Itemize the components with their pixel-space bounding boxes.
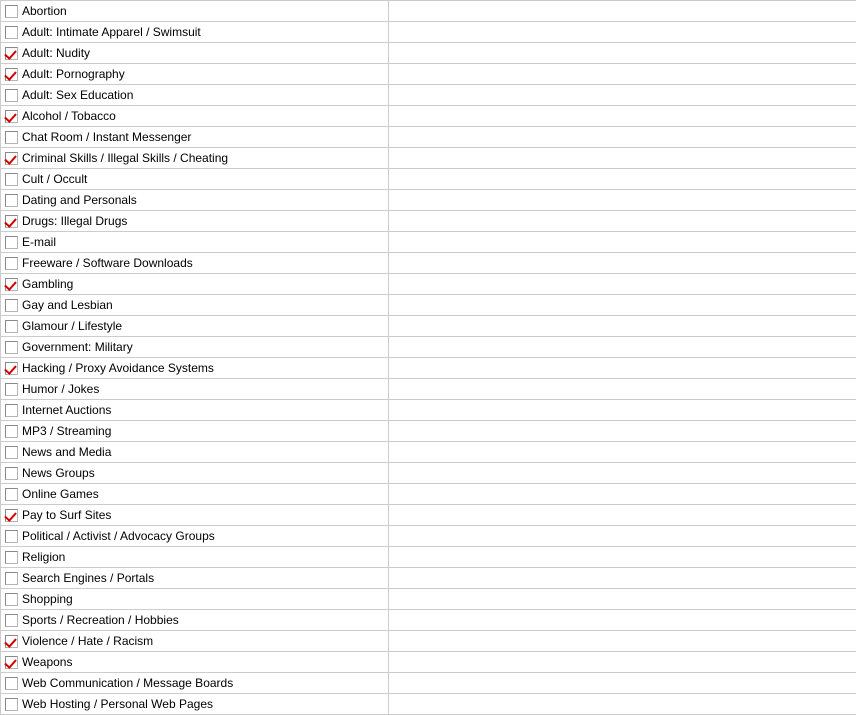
category-value-cell: [389, 400, 856, 421]
checkbox-unchecked-icon[interactable]: [5, 572, 18, 585]
checkbox-checked-icon[interactable]: [5, 362, 18, 375]
table-row: [1, 43, 856, 64]
checkbox-unchecked-icon[interactable]: [5, 488, 18, 501]
category-label: Pay to Surf Sites: [22, 508, 111, 522]
table-row: [1, 652, 856, 673]
category-cell: [1, 631, 389, 652]
checkbox-unchecked-icon[interactable]: [5, 257, 18, 270]
category-cell: [1, 652, 389, 673]
category-label: Religion: [22, 550, 65, 564]
category-cell: [1, 1, 389, 22]
checkbox-checked-icon[interactable]: [5, 110, 18, 123]
checkbox-unchecked-icon[interactable]: [5, 425, 18, 438]
checkbox-unchecked-icon[interactable]: [5, 677, 18, 690]
category-cell: [1, 64, 389, 85]
category-label: News Groups: [22, 466, 95, 480]
category-cell: [1, 22, 389, 43]
category-cell: [1, 169, 389, 190]
checkbox-unchecked-icon[interactable]: [5, 698, 18, 711]
category-label: Adult: Nudity: [22, 46, 90, 60]
category-value-cell: [389, 127, 856, 148]
checkbox-unchecked-icon[interactable]: [5, 551, 18, 564]
category-label: Internet Auctions: [22, 403, 111, 417]
category-value-cell: [389, 442, 856, 463]
category-label: Web Communication / Message Boards: [22, 676, 233, 690]
category-label: Alcohol / Tobacco: [22, 109, 116, 123]
category-cell: [1, 316, 389, 337]
category-value-cell: [389, 169, 856, 190]
category-label: MP3 / Streaming: [22, 424, 111, 438]
checkbox-checked-icon[interactable]: [5, 635, 18, 648]
table-row: [1, 421, 856, 442]
category-value-cell: [389, 673, 856, 694]
table-row: [1, 148, 856, 169]
table-row: [1, 442, 856, 463]
category-value-cell: [389, 22, 856, 43]
category-label: Adult: Intimate Apparel / Swimsuit: [22, 25, 201, 39]
category-cell: [1, 274, 389, 295]
category-value-cell: [389, 505, 856, 526]
category-label: Abortion: [22, 4, 67, 18]
category-cell: [1, 589, 389, 610]
category-value-cell: [389, 274, 856, 295]
category-value-cell: [389, 526, 856, 547]
category-cell: [1, 295, 389, 316]
table-row: [1, 316, 856, 337]
category-label: Violence / Hate / Racism: [22, 634, 153, 648]
checkbox-checked-icon[interactable]: [5, 509, 18, 522]
table-row: [1, 22, 856, 43]
category-cell: [1, 505, 389, 526]
category-value-cell: [389, 85, 856, 106]
category-label: Adult: Sex Education: [22, 88, 133, 102]
category-cell: [1, 106, 389, 127]
category-cell: [1, 694, 389, 715]
category-label: Sports / Recreation / Hobbies: [22, 613, 179, 627]
category-label: Cult / Occult: [22, 172, 87, 186]
category-label: Hacking / Proxy Avoidance Systems: [22, 361, 214, 375]
checkbox-unchecked-icon[interactable]: [5, 320, 18, 333]
checkbox-unchecked-icon[interactable]: [5, 26, 18, 39]
table-row: [1, 85, 856, 106]
checkbox-unchecked-icon[interactable]: [5, 236, 18, 249]
table-row: [1, 358, 856, 379]
category-label: Dating and Personals: [22, 193, 137, 207]
category-cell: [1, 673, 389, 694]
table-row: [1, 694, 856, 715]
category-value-cell: [389, 148, 856, 169]
category-value-cell: [389, 379, 856, 400]
category-value-cell: [389, 316, 856, 337]
table-row: [1, 547, 856, 568]
category-label: News and Media: [22, 445, 111, 459]
category-value-cell: [389, 694, 856, 715]
checkbox-checked-icon[interactable]: [5, 68, 18, 81]
checkbox-unchecked-icon[interactable]: [5, 404, 18, 417]
category-value-cell: [389, 547, 856, 568]
category-value-cell: [389, 337, 856, 358]
category-value-cell: [389, 358, 856, 379]
category-value-cell: [389, 484, 856, 505]
category-label: Government: Military: [22, 340, 133, 354]
category-cell: [1, 190, 389, 211]
category-cell: [1, 610, 389, 631]
category-value-cell: [389, 43, 856, 64]
category-label: Gay and Lesbian: [22, 298, 113, 312]
category-label: Online Games: [22, 487, 99, 501]
category-value-cell: [389, 232, 856, 253]
category-cell: [1, 379, 389, 400]
table-row: [1, 568, 856, 589]
category-value-cell: [389, 568, 856, 589]
category-label: Humor / Jokes: [22, 382, 99, 396]
checkbox-unchecked-icon[interactable]: [5, 131, 18, 144]
category-cell: [1, 127, 389, 148]
category-value-cell: [389, 610, 856, 631]
category-label: Chat Room / Instant Messenger: [22, 130, 191, 144]
table-row: [1, 400, 856, 421]
table-row: [1, 190, 856, 211]
table-row: [1, 274, 856, 295]
checkbox-checked-icon[interactable]: [5, 278, 18, 291]
category-cell: [1, 484, 389, 505]
checkbox-checked-icon[interactable]: [5, 215, 18, 228]
category-cell: [1, 526, 389, 547]
table-row: [1, 232, 856, 253]
category-label: Freeware / Software Downloads: [22, 256, 193, 270]
checkbox-unchecked-icon[interactable]: [5, 89, 18, 102]
category-value-cell: [389, 421, 856, 442]
table-row: [1, 127, 856, 148]
category-value-cell: [389, 652, 856, 673]
category-label: Glamour / Lifestyle: [22, 319, 122, 333]
table-row: [1, 295, 856, 316]
category-cell: [1, 211, 389, 232]
category-value-cell: [389, 211, 856, 232]
checkbox-unchecked-icon[interactable]: [5, 446, 18, 459]
category-label: Drugs: Illegal Drugs: [22, 214, 127, 228]
table-row: [1, 589, 856, 610]
category-label: Gambling: [22, 277, 73, 291]
category-cell: [1, 253, 389, 274]
table-row: [1, 673, 856, 694]
category-cell: [1, 232, 389, 253]
category-cell: [1, 442, 389, 463]
category-value-cell: [389, 106, 856, 127]
category-value-cell: [389, 463, 856, 484]
table-row: [1, 169, 856, 190]
table-row: [1, 463, 856, 484]
category-label: Shopping: [22, 592, 73, 606]
checkbox-unchecked-icon[interactable]: [5, 383, 18, 396]
category-cell: [1, 337, 389, 358]
category-cell: [1, 43, 389, 64]
checkbox-unchecked-icon[interactable]: [5, 5, 18, 18]
table-row: [1, 106, 856, 127]
category-cell: [1, 547, 389, 568]
category-value-cell: [389, 253, 856, 274]
category-cell: [1, 421, 389, 442]
checkbox-unchecked-icon[interactable]: [5, 593, 18, 606]
category-label: Criminal Skills / Illegal Skills / Cheating: [22, 151, 228, 165]
category-cell: [1, 148, 389, 169]
table-row: [1, 484, 856, 505]
checkbox-unchecked-icon[interactable]: [5, 299, 18, 312]
category-list: [1, 1, 856, 715]
checkbox-unchecked-icon[interactable]: [5, 173, 18, 186]
category-cell: [1, 568, 389, 589]
checkbox-checked-icon[interactable]: [5, 47, 18, 60]
checkbox-unchecked-icon[interactable]: [5, 614, 18, 627]
table-row: [1, 631, 856, 652]
category-cell: [1, 358, 389, 379]
category-label: Adult: Pornography: [22, 67, 125, 81]
category-value-cell: [389, 631, 856, 652]
category-value-cell: [389, 190, 856, 211]
checkbox-unchecked-icon[interactable]: [5, 194, 18, 207]
table-row: [1, 1, 856, 22]
table-row: [1, 253, 856, 274]
table-row: [1, 610, 856, 631]
category-value-cell: [389, 1, 856, 22]
category-cell: [1, 85, 389, 106]
table-row: [1, 526, 856, 547]
table-row: [1, 211, 856, 232]
table-row: [1, 64, 856, 85]
category-value-cell: [389, 64, 856, 85]
checkbox-unchecked-icon[interactable]: [5, 530, 18, 543]
category-label: Political / Activist / Advocacy Groups: [22, 529, 215, 543]
category-label: Weapons: [22, 655, 72, 669]
category-cell: [1, 400, 389, 421]
checkbox-checked-icon[interactable]: [5, 656, 18, 669]
category-value-cell: [389, 589, 856, 610]
category-label: Web Hosting / Personal Web Pages: [22, 697, 213, 711]
table-row: [1, 505, 856, 526]
category-label: E-mail: [22, 235, 56, 249]
category-cell: [1, 463, 389, 484]
checkbox-unchecked-icon[interactable]: [5, 341, 18, 354]
table-row: [1, 379, 856, 400]
table-row: [1, 337, 856, 358]
checkbox-unchecked-icon[interactable]: [5, 467, 18, 480]
category-value-cell: [389, 295, 856, 316]
category-label: Search Engines / Portals: [22, 571, 154, 585]
checkbox-checked-icon[interactable]: [5, 152, 18, 165]
